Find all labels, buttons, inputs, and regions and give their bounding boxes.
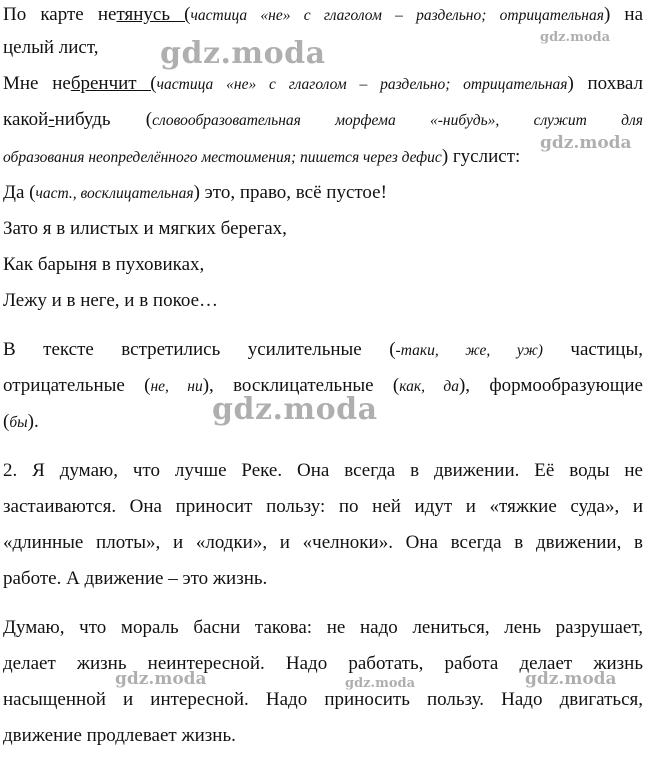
text-span: По карте не [3,4,117,25]
answer-line-2: застаиваются. Она приносит пользу: по ней идут и «тяжкие суда», и [3,496,643,517]
text-span: - [48,109,55,130]
answer-line-4: работе. А движение – это жизнь. [3,568,268,589]
moral-line-3: насыщенной и интересной. Надо приносить пользу. Надо двигаться, [3,689,643,710]
annotation: словообразовательная морфема «-нибудь», служит для [152,112,643,129]
poem-line-2: целый лист, [3,37,99,58]
annotation: образования неопределённого местоимения; пишется через дефис [3,149,442,166]
poem-line-9: Лежу и в неге, и в покое… [3,290,219,311]
annotation: частица «не» с глаголом – раздельно; отрицательная [190,7,604,24]
text-span: частицы, [542,339,643,360]
watermark: gdz.moda [212,392,378,427]
watermark: gdz.moda [160,36,326,71]
watermark: gdz.moda [525,669,617,689]
text-span: ), восклицательные ( [202,375,400,396]
text-span: Да ( [3,182,36,203]
text-span: тянусь ( [116,4,191,25]
text-span: ) гуслист: [441,146,521,167]
watermark: gdz.moda [540,30,611,45]
text-span: бренчит ( [70,73,157,94]
text-span: В тексте встретились усилительные ( [3,339,396,360]
poem-line-1 [3,3,643,27]
text-span: Мне не [3,73,71,94]
annotation: бы [9,414,28,431]
annotation: как, да [399,378,459,395]
text-span: ) похвал [567,73,643,94]
moral-line-1: Думаю, что мораль басни такова: не надо лениться, лень разрушает, [3,617,643,638]
annotation: частица «не» с глаголом – раздельно; отрицательная [156,76,568,93]
text-span: ) это, право, всё пустое! [193,182,387,203]
text-span: нибудь ( [54,109,153,130]
poem-line-7: Зато я в илистых и мягких берегах, [3,218,287,239]
text-span: отрицательные ( [3,375,151,396]
watermark: gdz.moda [115,669,207,689]
text-span: ) на [603,4,644,25]
annotation: не, ни [150,378,203,395]
poem-line-3 [3,72,643,96]
text-span: какой [3,109,49,130]
text-span: ), формообразующие [458,375,643,396]
answer-line-1: 2. Я думаю, что лучше Реке. Она всегда в движении. Её воды не [3,460,643,481]
watermark: gdz.moda [345,676,416,691]
text-span: ( [3,411,10,432]
analysis-line-1 [3,338,643,362]
watermark: gdz.moda [540,133,632,153]
moral-line-4: движение продлевает жизнь. [3,725,236,746]
poem-line-4 [3,108,643,132]
poem-line-6 [3,181,643,205]
annotation: част., восклицательная [35,185,194,202]
poem-line-8: Как барыня в пуховиках, [3,254,205,275]
moral-line-2: делает жизнь неинтересной. Надо работать, работа делает жизнь [3,653,643,674]
annotation: -таки, же, уж) [395,342,543,359]
text-span: ). [27,411,39,432]
answer-line-3: «длинные плоты», и «лодки», и «челноки». Она всегда в движении, в [3,532,643,553]
